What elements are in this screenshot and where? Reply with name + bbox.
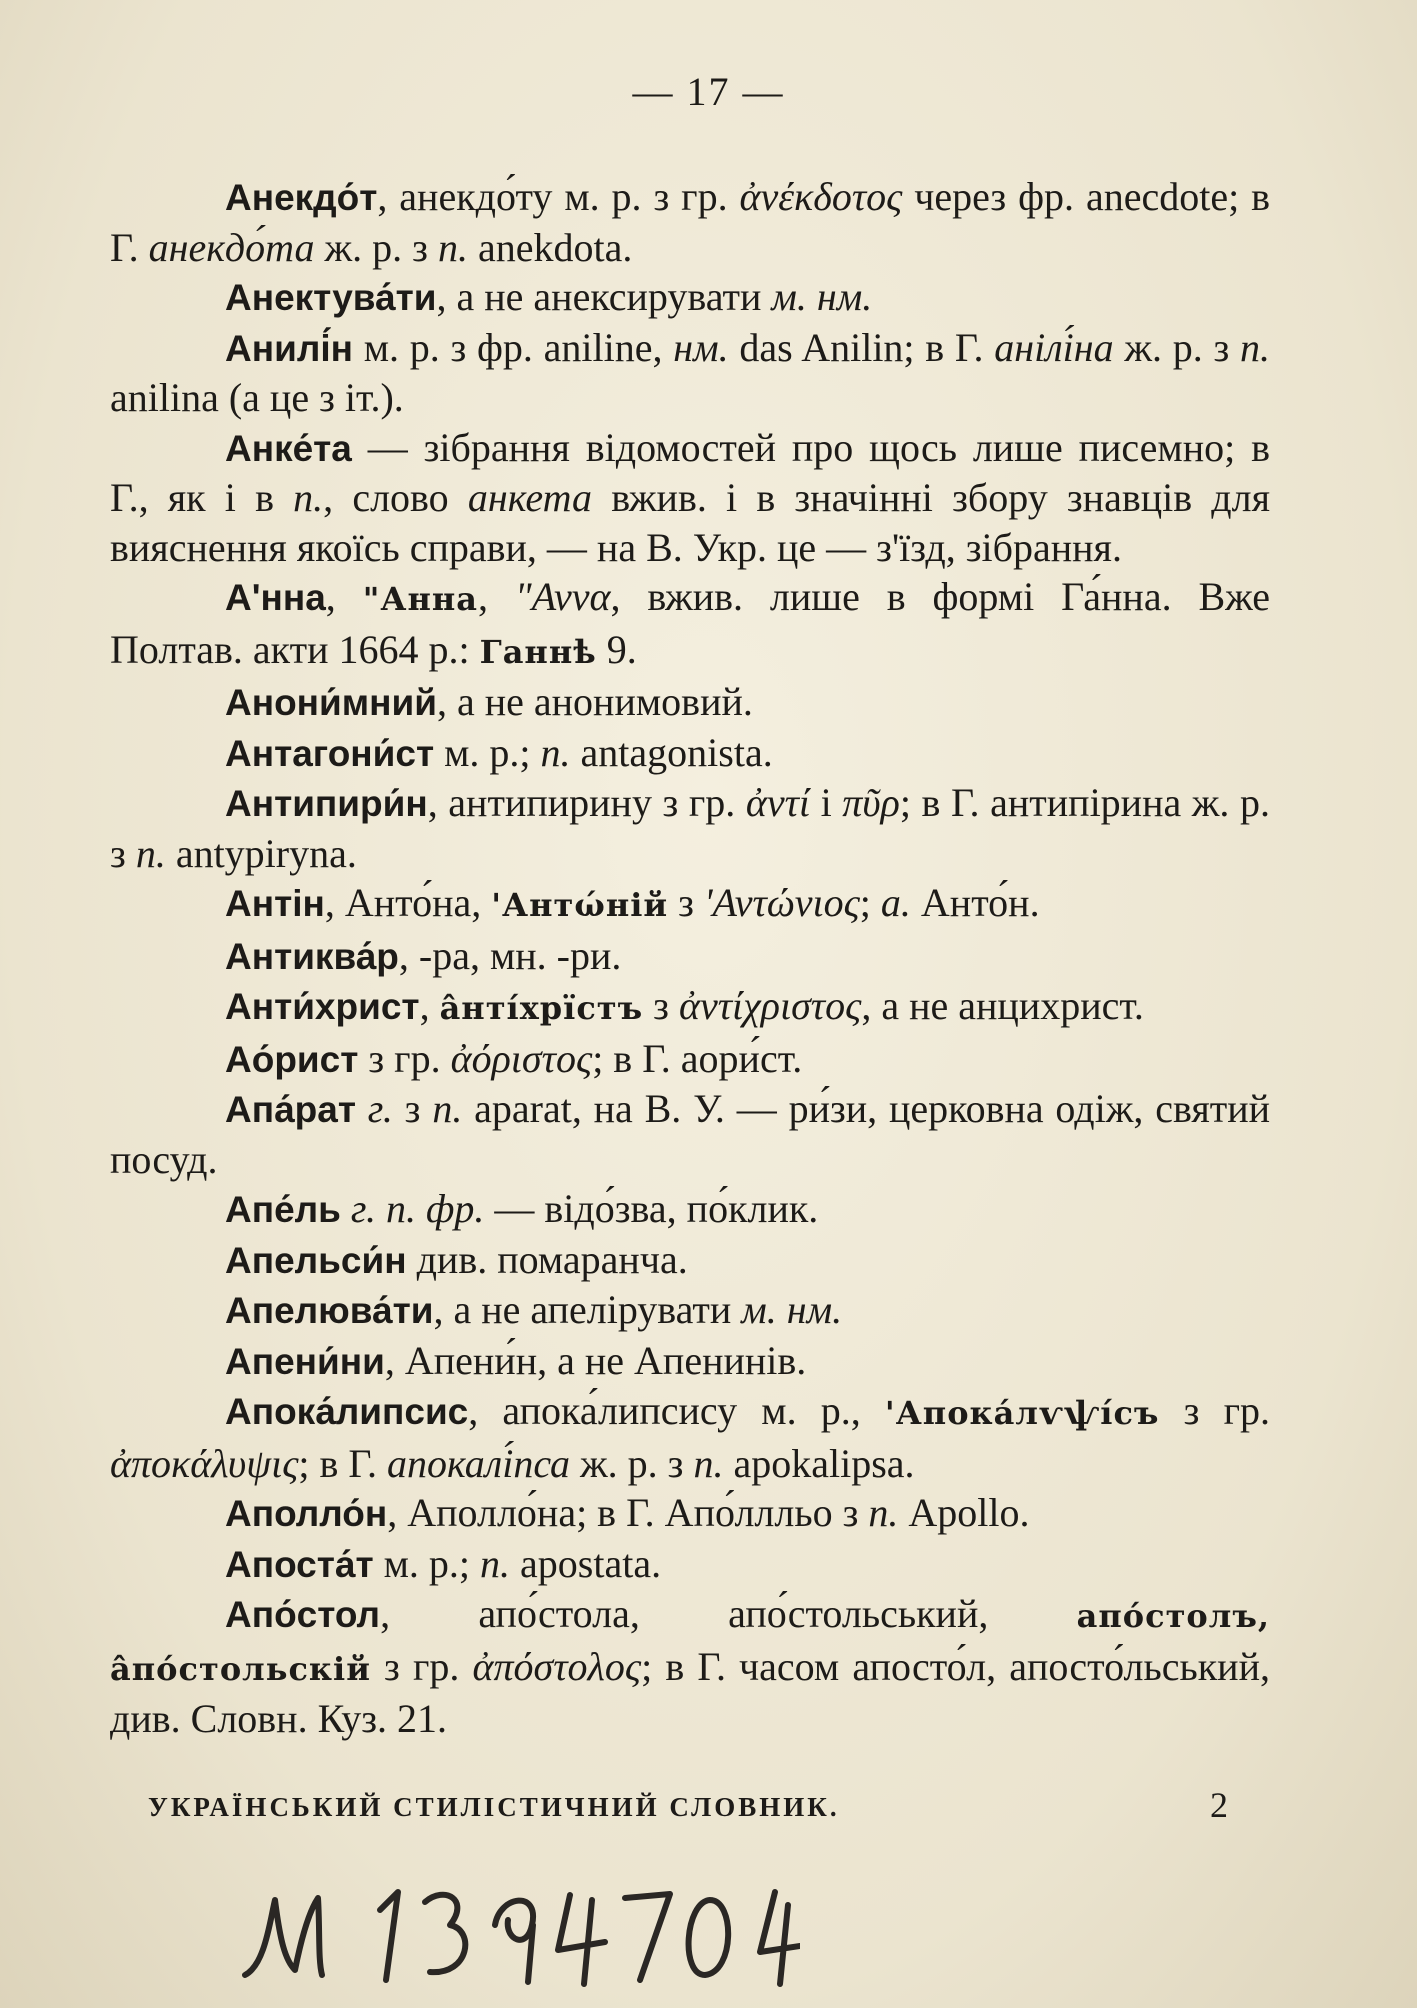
dictionary-entry: [110, 1386, 1270, 1488]
entry-headword: А'нна: [225, 577, 326, 618]
entry-text: ; в Г.: [298, 1440, 388, 1486]
entry-text: , Апени́н, а не Апенинів.: [384, 1337, 807, 1383]
entry-headword: Анти́христ: [225, 986, 420, 1027]
entry-text: і: [810, 780, 843, 825]
entry-italic-text: анекдо́та: [148, 224, 315, 270]
entry-italic-text: ἀντί: [745, 780, 811, 825]
entry-headword: Антін: [225, 883, 325, 924]
entry-italic-text: анілі́на: [994, 324, 1114, 370]
entry-text: з гр.: [1159, 1388, 1270, 1433]
entry-text: , а не анексирувати: [436, 274, 772, 319]
entry-text: aparat, на В. У. — ри́зи, церковна одіж, святий посуд.: [110, 1086, 1271, 1182]
entry-text: м. р. з фр. aniline,: [352, 324, 674, 370]
entry-text: , -ра, мн. -ри.: [398, 932, 622, 978]
entry-text: ; в Г. аори́ст.: [592, 1035, 803, 1081]
entry-text: 9.: [596, 626, 637, 672]
entry-italic-text: п.: [1240, 324, 1271, 370]
entry-italic-text: п.: [868, 1490, 899, 1535]
entry-headword: Анилі́н: [225, 327, 353, 369]
dictionary-entry: [110, 1589, 1270, 1744]
entry-text: , анекдо́ту м. р. з гр.: [377, 174, 740, 219]
entry-text: , слово: [323, 475, 468, 520]
entry-italic-text: πῦρ: [842, 780, 900, 825]
entry-text: , антипирину з гр.: [427, 780, 746, 825]
entry-text: antypiryna.: [165, 830, 357, 876]
entry-headword: Анке́та: [225, 427, 352, 469]
entry-text: — зібрання відомостей про щось лише писемно; в Г., як і в: [110, 424, 1270, 520]
dictionary-entry: [110, 1184, 1270, 1235]
handwritten-inventory-number: [240, 1880, 800, 1990]
entry-text: , а не анонимовий.: [436, 679, 753, 724]
entry-text: м. р.;: [434, 729, 541, 775]
entry-italic-text: ἀνέκδοτος: [739, 174, 903, 219]
entry-text: das Anilin; в Г.: [728, 324, 995, 370]
entry-italic-text: п.: [432, 1086, 463, 1131]
entry-text: , апо́стола, апо́стольський,: [380, 1591, 1077, 1636]
entry-text: ;: [859, 880, 881, 925]
footer-sheet-number: 2: [1210, 1785, 1228, 1825]
entry-headword: Апелюва́ти: [225, 1290, 434, 1331]
entry-italic-text: м. нм.: [741, 1287, 843, 1332]
entry-text: apostata.: [510, 1540, 662, 1586]
dictionary-entry: [110, 272, 1270, 323]
entry-headword: Анектува́ти: [225, 277, 437, 318]
entry-headword: Антагони́ст: [225, 732, 435, 774]
entry-text: [341, 1186, 351, 1231]
entry-italic-text: п.: [540, 729, 571, 775]
entry-text: ж. р. з: [314, 224, 438, 270]
entry-headword: Апока́липсис: [225, 1391, 469, 1432]
entry-old-form: 'Антώній: [491, 886, 669, 924]
entry-italic-text: нм.: [673, 324, 729, 370]
dictionary-entry: [110, 1034, 1270, 1085]
entry-text: ; в Г. часом апосто́л, aпосто́льський, див. Словн. Куз. 21.: [110, 1643, 1270, 1741]
entry-italic-text: г. п. фр.: [350, 1186, 485, 1231]
entry-text: м. р.;: [373, 1540, 481, 1586]
entry-headword: Анекдо́т: [225, 177, 378, 218]
entry-text: apokalipsa.: [723, 1440, 915, 1486]
entry-italic-text: апокалі́пса: [387, 1440, 571, 1486]
dictionary-entry: [110, 878, 1270, 931]
entry-italic-text: п.: [480, 1540, 511, 1586]
entry-text: ,: [419, 983, 440, 1028]
entry-italic-text: ἀντίχριστος: [678, 983, 862, 1028]
entry-headword: Антипири́н: [225, 783, 428, 824]
dictionary-entry: [110, 1084, 1270, 1184]
entry-italic-text: г.: [367, 1086, 393, 1131]
entry-italic-text: м. нм.: [771, 274, 873, 319]
dictionary-entry: [110, 1336, 1270, 1387]
entry-old-form: 'Апока́лѵѱі́съ: [884, 1394, 1160, 1432]
entry-headword: Апе́ль: [225, 1189, 341, 1230]
dictionary-entry: [110, 981, 1270, 1034]
entry-text: з гр.: [358, 1035, 451, 1081]
entry-headword: Апа́рат: [225, 1089, 356, 1130]
entry-old-form: апо́столъ, а̂по́стольскій: [110, 1597, 1270, 1688]
entry-headword: Апельси́н: [225, 1239, 407, 1281]
page-number: — 17 —: [632, 69, 785, 114]
entry-text: ,: [325, 574, 363, 619]
entry-italic-text: п.: [693, 1440, 724, 1486]
entry-text: , а не анцихрист.: [861, 983, 1144, 1028]
entry-text: , вжив. лише в формі Га́нна. Вже Полтав. акти 1664 р.:: [110, 574, 1271, 672]
entry-text: Анто́н.: [910, 880, 1040, 925]
dictionary-entry: [110, 931, 1270, 982]
entry-text: вжив. і в значінні збору знавців для вияснення якоїсь справи, — на В. Укр. це — з'їзд, зібрання.: [110, 475, 1271, 570]
entry-text: , Анто́на,: [324, 880, 492, 925]
dictionary-entry: [110, 778, 1270, 878]
entry-italic-text: п.: [293, 475, 324, 520]
dictionary-entry: [110, 323, 1270, 423]
entry-old-form: Ганнѣ: [479, 632, 597, 671]
entry-text: див. помаранча.: [406, 1236, 688, 1282]
entry-old-form: а̂нті́хрїстъ: [439, 989, 644, 1027]
dictionary-entry: [110, 728, 1270, 779]
entry-headword: Апени́ни: [225, 1340, 385, 1382]
entry-italic-text: п.: [437, 224, 468, 270]
entry-italic-text: 'Αντώνιος: [703, 880, 860, 925]
entry-headword: Аполло́н: [225, 1493, 388, 1534]
dictionary-entries: [110, 172, 1270, 1744]
entry-headword: Антиква́р: [225, 935, 399, 977]
entry-headword: Ао́рист: [225, 1038, 359, 1080]
dictionary-entry: [110, 677, 1270, 728]
entry-old-form: "Анна: [362, 580, 479, 618]
footer-book-title: УКРАЇНСЬКИЙ СТИЛІСТИЧНИЙ СЛОВНИК.: [148, 1792, 840, 1822]
entry-text: ,: [478, 574, 515, 619]
entry-italic-text: ἀπόστολος: [472, 1643, 642, 1689]
entry-text: ; в Г. антипірина ж. р. з: [110, 780, 1270, 876]
entry-italic-text: а.: [880, 880, 911, 925]
dictionary-entry: [110, 172, 1270, 272]
entry-text: з: [643, 983, 679, 1028]
entry-text: ж. р. з: [1113, 324, 1241, 370]
dictionary-entry: [110, 1285, 1270, 1336]
entry-text: anilina (а це з іт.).: [110, 375, 404, 420]
entry-text: Apollo.: [898, 1490, 1030, 1535]
dictionary-entry: [110, 1488, 1270, 1539]
entry-italic-text: "Αννα: [514, 574, 611, 619]
entry-headword: Апо́стол: [225, 1594, 381, 1635]
entry-italic-text: п.: [135, 830, 166, 876]
dictionary-entry: [110, 423, 1270, 573]
entry-italic-text: ἀόριστος: [450, 1035, 593, 1081]
entry-text: з гр.: [370, 1643, 473, 1689]
entry-text: , апока́липсису м. р.,: [468, 1388, 885, 1433]
entry-text: через фр. anecdote; в Г.: [110, 174, 1270, 270]
entry-text: , Аполло́на; в Г. Апо́ллльо з: [387, 1490, 869, 1535]
entry-text: — відо́зва, по́клик.: [484, 1186, 819, 1231]
entry-text: з: [668, 880, 704, 925]
entry-text: anekdota.: [467, 224, 633, 270]
dictionary-entry: [110, 572, 1270, 677]
entry-text: , а не апелірувати: [433, 1287, 742, 1332]
entry-text: ж. р. з: [570, 1440, 694, 1486]
entry-text: antagonista.: [570, 729, 773, 775]
dictionary-entry: [110, 1539, 1270, 1590]
dictionary-entry: [110, 1235, 1270, 1286]
entry-italic-text: анкета: [467, 475, 593, 520]
entry-text: з: [392, 1086, 433, 1131]
entry-text: [356, 1086, 368, 1131]
entry-headword: Анони́мний: [225, 682, 437, 723]
entry-headword: Апоста́т: [225, 1543, 374, 1585]
entry-italic-text: ἀποκάλυψις: [110, 1440, 299, 1486]
